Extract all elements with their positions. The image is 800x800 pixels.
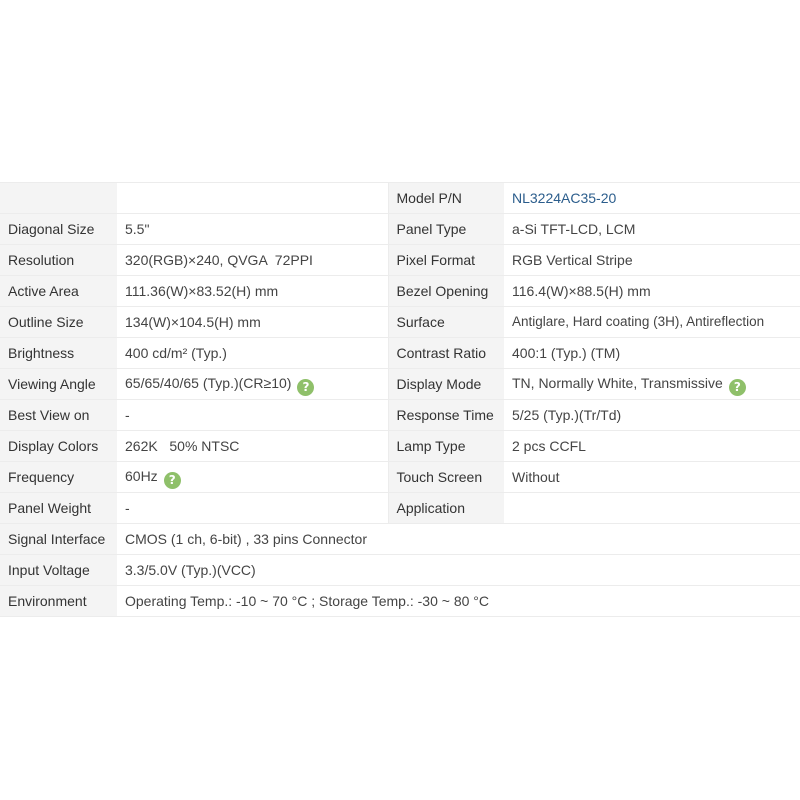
input-voltage-label: Input Voltage: [0, 555, 117, 586]
frequency-cell: [117, 462, 388, 493]
surface-label: Surface: [388, 307, 504, 338]
display-mode-cell: [504, 369, 800, 400]
help-icon[interactable]: ?: [164, 472, 181, 489]
display-colors-value: 262K 50% NTSC: [117, 431, 388, 462]
table-row: [0, 462, 800, 493]
frequency-label: Frequency: [0, 462, 117, 493]
table-row: [0, 183, 800, 214]
surface-value: Antiglare, Hard coating (3H), Antireflection: [504, 307, 800, 338]
brightness-label: Brightness: [0, 338, 117, 369]
table-row: [0, 586, 800, 617]
best-view-on-value: -: [117, 400, 388, 431]
display-colors-label: Display Colors: [0, 431, 117, 462]
empty-value-cell: [117, 183, 388, 214]
touch-screen-label: Touch Screen: [388, 462, 504, 493]
table-row: [0, 369, 800, 400]
resolution-label: Resolution: [0, 245, 117, 276]
environment-label: Environment: [0, 586, 117, 617]
help-icon[interactable]: ?: [729, 379, 746, 396]
application-label: Application: [388, 493, 504, 524]
table-row: [0, 338, 800, 369]
outline-size-value: 134(W)×104.5(H) mm: [117, 307, 388, 338]
panel-weight-label: Panel Weight: [0, 493, 117, 524]
model-pn-link[interactable]: NL3224AC35-20: [512, 190, 617, 206]
viewing-angle-value: 65/65/40/65 (Typ.)(CR≥10): [125, 374, 292, 391]
bezel-opening-value: 116.4(W)×88.5(H) mm: [504, 276, 800, 307]
response-time-value: 5/25 (Typ.)(Tr/Td): [504, 400, 800, 431]
touch-screen-value: Without: [504, 462, 800, 493]
diagonal-size-label: Diagonal Size: [0, 214, 117, 245]
display-mode-label: Display Mode: [388, 369, 504, 400]
lamp-type-value: 2 pcs CCFL: [504, 431, 800, 462]
spec-table: [0, 182, 800, 617]
table-row: [0, 524, 800, 555]
table-row: [0, 214, 800, 245]
model-pn-value[interactable]: [504, 183, 800, 214]
pixel-format-label: Pixel Format: [388, 245, 504, 276]
panel-weight-value: -: [117, 493, 388, 524]
brightness-value: 400 cd/m² (Typ.): [117, 338, 388, 369]
active-area-value: 111.36(W)×83.52(H) mm: [117, 276, 388, 307]
table-row: [0, 493, 800, 524]
contrast-ratio-value: 400:1 (Typ.) (TM): [504, 338, 800, 369]
panel-type-label: Panel Type: [388, 214, 504, 245]
table-row: [0, 400, 800, 431]
viewing-angle-cell: [117, 369, 388, 400]
diagonal-size-value: 5.5": [117, 214, 388, 245]
input-voltage-value: 3.3/5.0V (Typ.)(VCC): [117, 555, 800, 586]
active-area-label: Active Area: [0, 276, 117, 307]
pixel-format-value: RGB Vertical Stripe: [504, 245, 800, 276]
best-view-on-label: Best View on: [0, 400, 117, 431]
table-row: [0, 555, 800, 586]
empty-label-cell: [0, 183, 117, 214]
display-mode-value: TN, Normally White, Transmissive: [512, 374, 723, 391]
model-pn-label: Model P/N: [388, 183, 504, 214]
environment-value: Operating Temp.: -10 ~ 70 °C ; Storage Temp.: -30 ~ 80 °C: [117, 586, 800, 617]
help-icon[interactable]: ?: [297, 379, 314, 396]
response-time-label: Response Time: [388, 400, 504, 431]
table-row: [0, 276, 800, 307]
signal-interface-value: CMOS (1 ch, 6-bit) , 33 pins Connector: [117, 524, 800, 555]
lamp-type-label: Lamp Type: [388, 431, 504, 462]
viewing-angle-label: Viewing Angle: [0, 369, 117, 400]
frequency-value: 60Hz: [125, 467, 158, 484]
resolution-value: 320(RGB)×240, QVGA 72PPI: [117, 245, 388, 276]
outline-size-label: Outline Size: [0, 307, 117, 338]
bezel-opening-label: Bezel Opening: [388, 276, 504, 307]
application-value: [504, 493, 800, 524]
table-row: [0, 307, 800, 338]
table-row: [0, 245, 800, 276]
signal-interface-label: Signal Interface: [0, 524, 117, 555]
panel-type-value: a-Si TFT-LCD, LCM: [504, 214, 800, 245]
table-row: [0, 431, 800, 462]
contrast-ratio-label: Contrast Ratio: [388, 338, 504, 369]
